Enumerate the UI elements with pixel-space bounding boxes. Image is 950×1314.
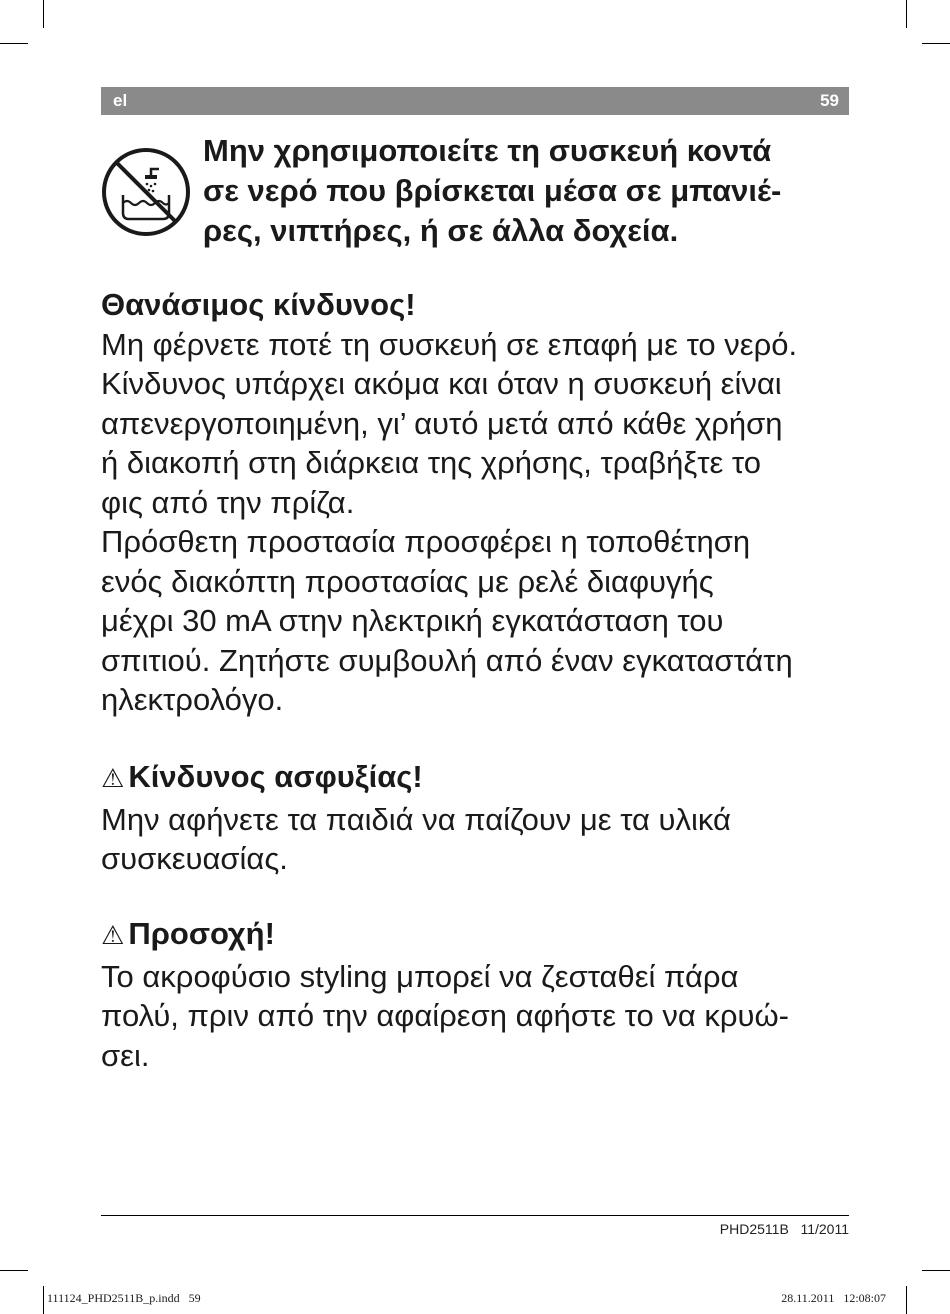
footer-divider (101, 1215, 849, 1216)
text-line: ή διακοπή στη διάρκεια της χρήσης, τραβήξτε το (101, 445, 761, 480)
crop-mark (0, 43, 28, 44)
heading-text: Προσοχή! (128, 916, 275, 951)
warning-triangle-icon: ⚠ (101, 764, 125, 794)
print-slug-file: 111124_PHD2511B_p.indd 59 (47, 1291, 201, 1305)
crop-mark (43, 0, 44, 28)
text-line: ρες, νιπτήρες, ή σε άλλα δοχεία. (203, 213, 679, 248)
text-line: σε νερό που βρίσκεται μέσα σε μπανιέ- (203, 173, 782, 208)
text-line: ενός διακόπτη προστασίας με ρελέ διαφυγής (101, 563, 714, 599)
crop-mark (922, 43, 950, 44)
text-line: φις από την πρίζα. (101, 484, 355, 520)
page-header (101, 87, 849, 115)
footer-model-date: PHD2511B 11/2011 (719, 1221, 849, 1237)
text-line: απενεργοποιημένη, γι’ αυτό μετά από κάθε χρήση (101, 405, 783, 441)
section-heading (101, 914, 849, 957)
crop-mark (906, 0, 907, 28)
text-line: σπιτιού. Ζητήστε συμβουλή από έναν εγκαταστάτη (101, 642, 793, 678)
page-number: 59 (820, 91, 839, 110)
section-heading: Θανάσιμος κίνδυνος! (101, 287, 416, 322)
mortal-danger-section (101, 285, 849, 720)
water-warning-text (203, 131, 843, 251)
heading-text: Κίνδυνος ασφυξίας! (128, 759, 423, 794)
warning-triangle-icon: ⚠ (101, 921, 125, 951)
text-line: Το ακροφύσιο styling μπορεί να ζεσταθεί πάρα (101, 958, 739, 994)
text-line: Κίνδυνος υπάρχει ακόμα και όταν η συσκευή είναι (101, 366, 782, 401)
language-code: el (113, 91, 128, 110)
text-line: ηλεκτρολόγο. (101, 682, 284, 717)
crop-mark (906, 1286, 907, 1314)
suffocation-section (101, 757, 849, 879)
crop-mark (43, 1286, 44, 1314)
text-line: μέχρι 30 mA στην ηλεκτρική εγκατάσταση του (101, 603, 724, 638)
text-line: Μην χρησιμοποιείτε τη συσκευή κοντά (203, 133, 772, 168)
text-line: πολύ, πριν από την αφαίρεση αφήστε το να κρυώ- (101, 998, 789, 1033)
section-heading (101, 757, 849, 800)
no-water-bath-icon (101, 147, 191, 237)
text-line: Πρόσθετη προστασία προσφέρει η τοποθέτηση (101, 524, 751, 559)
text-line: σει. (101, 1037, 150, 1073)
text-line: Μη φέρνετε ποτέ τη συσκευή σε επαφή με το νερό. (101, 326, 798, 362)
caution-section (101, 914, 849, 1075)
print-slug-timestamp: 28.11.2011 12:08:07 (781, 1291, 886, 1305)
text-line: συσκευασίας. (101, 841, 288, 876)
crop-mark (0, 1270, 28, 1271)
crop-mark (922, 1270, 950, 1271)
text-line: Μην αφήνετε τα παιδιά να παίζουν με τα υλικά (101, 801, 731, 837)
